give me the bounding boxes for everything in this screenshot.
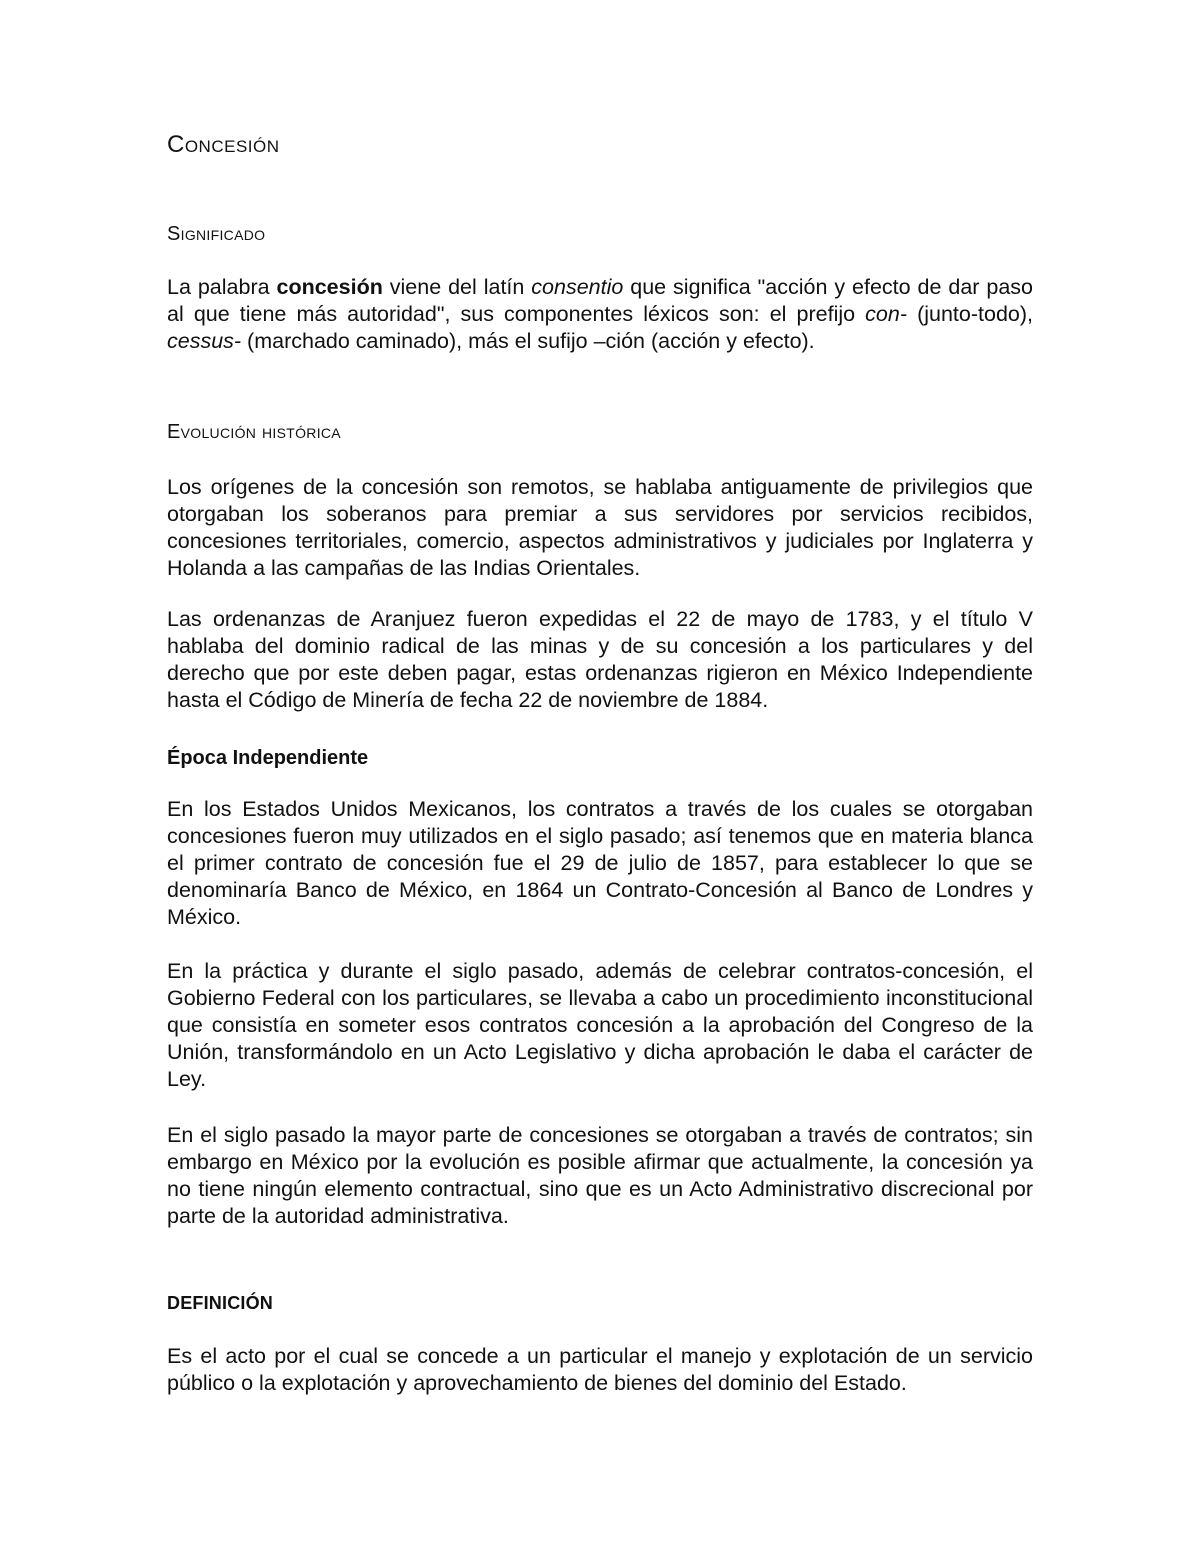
text-run: viene del latín [382,275,532,299]
paragraph-epoca-1: En los Estados Unidos Mexicanos, los contratos a través de los cuales se otorgaban concesiones fueron muy utilizados en el siglo pasado; así tenemos que en materia blanca el primer contrato de concesión fue el 29 de julio de 1857, para establecer lo que se denominaría Banco de México, en 1864 un Contrato-Concesión al Banco de Londres y México. [167,797,1033,929]
italic-term: cessus- [167,329,242,353]
text-run: (marchado caminado), más el sufijo –ción (acción y efecto). [241,329,815,353]
italic-term: con- [865,302,907,326]
paragraph-significado [167,274,1033,355]
bold-term: concesión [276,275,383,299]
text-run: (junto-todo), [907,302,1033,326]
heading-evolucion: Evolución histórica [167,421,341,443]
paragraph-evolucion-2: Las ordenanzas de Aranjuez fueron expedidas el 22 de mayo de 1783, y el título V hablaba del dominio radical de las minas y de su concesión a los particulares y del derecho que por este deben pagar, estas ordenanzas rigieron en México Independiente hasta el Código de Minería de fecha 22 de noviembre de 1884. [167,607,1033,712]
heading-definicion: DEFINICIÓN [167,1293,274,1313]
text-run: que significa "acción y efecto de dar paso al que tiene más autoridad", sus componentes léxicos son: el prefijo [167,275,1033,326]
heading-epoca-independiente: Época Independiente [167,747,369,769]
text-run: La palabra [167,275,277,299]
paragraph-evolucion-1: Los orígenes de la concesión son remotos, se hablaba antiguamente de privilegios que otorgaban los soberanos para premiar a sus servidores por servicios recibidos, concesiones territoriales, comercio, aspectos administrativos y judiciales por Inglaterra y Holanda a las campañas de las Indias Orientales. [167,475,1033,580]
paragraph-epoca-3: En el siglo pasado la mayor parte de concesiones se otorgaban a través de contratos; sin embargo en México por la evolución es posible afirmar que actualmente, la concesión ya no tiene ningún elemento contractual, sino que es un Acto Administrativo discrecional por parte de la autoridad administrativa. [167,1123,1033,1228]
paragraph-definicion: Es el acto por el cual se concede a un particular el manejo y explotación de un servicio público o la explotación y aprovechamiento de bienes del dominio del Estado. [167,1344,1033,1395]
heading-significado: Significado [167,223,266,245]
paragraph-epoca-2: En la práctica y durante el siglo pasado, además de celebrar contratos-concesión, el Gobierno Federal con los particulares, se llevaba a cabo un procedimiento inconstitucional que consistía en someter esos contratos concesión a la aprobación del Congreso de la Unión, transformándolo en un Acto Legislativo y dicha aprobación le daba el carácter de Ley. [167,959,1033,1091]
document-title: Concesión [167,131,280,158]
italic-term: consentio [531,275,624,299]
